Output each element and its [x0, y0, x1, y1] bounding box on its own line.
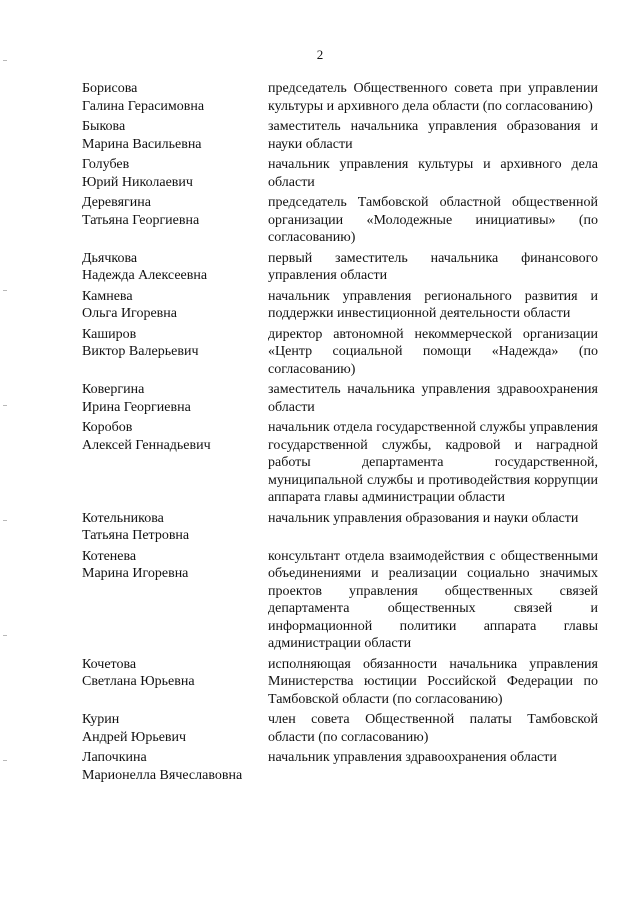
member-row: [82, 326, 598, 379]
member-name: [82, 749, 268, 784]
member-given-names: Андрей Юрьевич: [82, 729, 187, 745]
member-row: [82, 510, 598, 545]
member-surname: Камнева: [82, 288, 133, 304]
page-number: 2: [316, 47, 324, 62]
member-given-names: Татьяна Георгиевна: [82, 212, 200, 228]
member-given-names: Марина Игоревна: [82, 566, 189, 581]
member-name: [82, 250, 268, 285]
member-name: [82, 548, 268, 653]
member-row: [82, 156, 598, 191]
member-position: заместитель начальника управления образования и науки области: [268, 119, 598, 152]
member-position: председатель Тамбовской областной общественной организации «Молодежные инициативы» (по согласованию): [268, 195, 598, 245]
member-given-names: Алексей Геннадьевич: [82, 437, 211, 453]
member-position: заместитель начальника управления здравоохранения области: [268, 382, 598, 415]
member-name: [82, 156, 268, 191]
member-surname: Ковергина: [82, 382, 145, 397]
member-name: [82, 288, 268, 323]
member-name: [82, 656, 268, 709]
member-position: консультант отдела взаимодействия с общественными объединениями и реализации социально значимых проектов управления общественных связей департамента общественных связей и информационной политики аппарата главы администрации области: [268, 548, 598, 651]
member-given-names: Надежда Алексеевна: [82, 268, 208, 283]
member-position: начальник управления регионального развития и поддержки инвестиционной деятельности области: [268, 288, 598, 321]
member-given-names: Ирина Георгиевна: [82, 399, 191, 415]
member-row: [82, 419, 598, 507]
member-position: член совета Общественной палаты Тамбовской области (по согласованию): [268, 712, 598, 745]
member-row: [82, 250, 598, 285]
member-row: [82, 381, 598, 416]
member-position: начальник отдела государственной службы управления государственной службы, кадровой и наградной работы департамента государственной, муниципальной службы и противодействия коррупции аппарата главы администрации области: [268, 420, 598, 505]
member-name: [82, 711, 268, 746]
member-position: председатель Общественного совета при управлении культуры и архивного дела области (по согласованию): [268, 81, 598, 114]
member-row: [82, 656, 598, 709]
member-surname: Голубев: [82, 157, 130, 172]
member-name: [82, 326, 268, 379]
member-position: первый заместитель начальника финансового управления области: [268, 250, 598, 283]
member-given-names: Виктор Валерьевич: [82, 344, 199, 359]
member-row: [82, 194, 598, 247]
member-given-names: Светлана Юрьевна: [82, 674, 195, 689]
member-surname: Дьячкова: [82, 250, 138, 266]
member-surname: Лапочкина: [82, 750, 147, 765]
member-surname: Коробов: [82, 420, 133, 435]
member-surname: Кочетова: [82, 656, 137, 672]
member-name: [82, 118, 268, 153]
member-surname: Быкова: [82, 119, 126, 134]
member-row: [82, 548, 598, 653]
member-name: [82, 419, 268, 507]
margin-mark: [3, 760, 7, 761]
member-given-names: Ольга Игоревна: [82, 306, 177, 321]
member-position: исполняющая обязанности начальника управления Министерства юстиции Российской Федерации по Тамбовской области (по согласованию): [268, 656, 598, 707]
member-surname: Курин: [82, 712, 120, 727]
margin-mark: [3, 290, 7, 291]
member-row: [82, 711, 598, 746]
member-given-names: Марионелла Вячеславовна: [82, 767, 243, 783]
member-surname: Котенева: [82, 548, 137, 564]
margin-mark: [3, 405, 7, 406]
member-surname: Котельникова: [82, 510, 164, 526]
margin-mark: [3, 635, 7, 636]
member-given-names: Галина Герасимовна: [82, 98, 205, 114]
member-position: начальник управления культуры и архивного дела области: [268, 157, 598, 190]
member-surname: Борисова: [82, 81, 138, 96]
member-row: [82, 749, 598, 784]
member-name: [82, 381, 268, 416]
member-name: [82, 80, 268, 115]
member-row: [82, 80, 598, 115]
member-name: [82, 510, 268, 545]
member-given-names: Юрий Николаевич: [82, 174, 193, 190]
member-surname: Каширов: [82, 326, 137, 342]
member-position: начальник управления здравоохранения области: [268, 750, 557, 765]
member-given-names: Татьяна Петровна: [82, 528, 190, 543]
member-row: [82, 118, 598, 153]
member-position: директор автономной некоммерческой организации «Центр социальной помощи «Надежда» (по согласованию): [268, 326, 598, 377]
member-given-names: Марина Васильевна: [82, 136, 202, 152]
margin-mark: [3, 520, 7, 521]
margin-mark: [3, 60, 7, 61]
member-position: начальник управления образования и науки области: [268, 510, 579, 526]
member-surname: Деревягина: [82, 195, 151, 210]
member-name: [82, 194, 268, 247]
members-list: [82, 80, 598, 787]
member-row: [82, 288, 598, 323]
